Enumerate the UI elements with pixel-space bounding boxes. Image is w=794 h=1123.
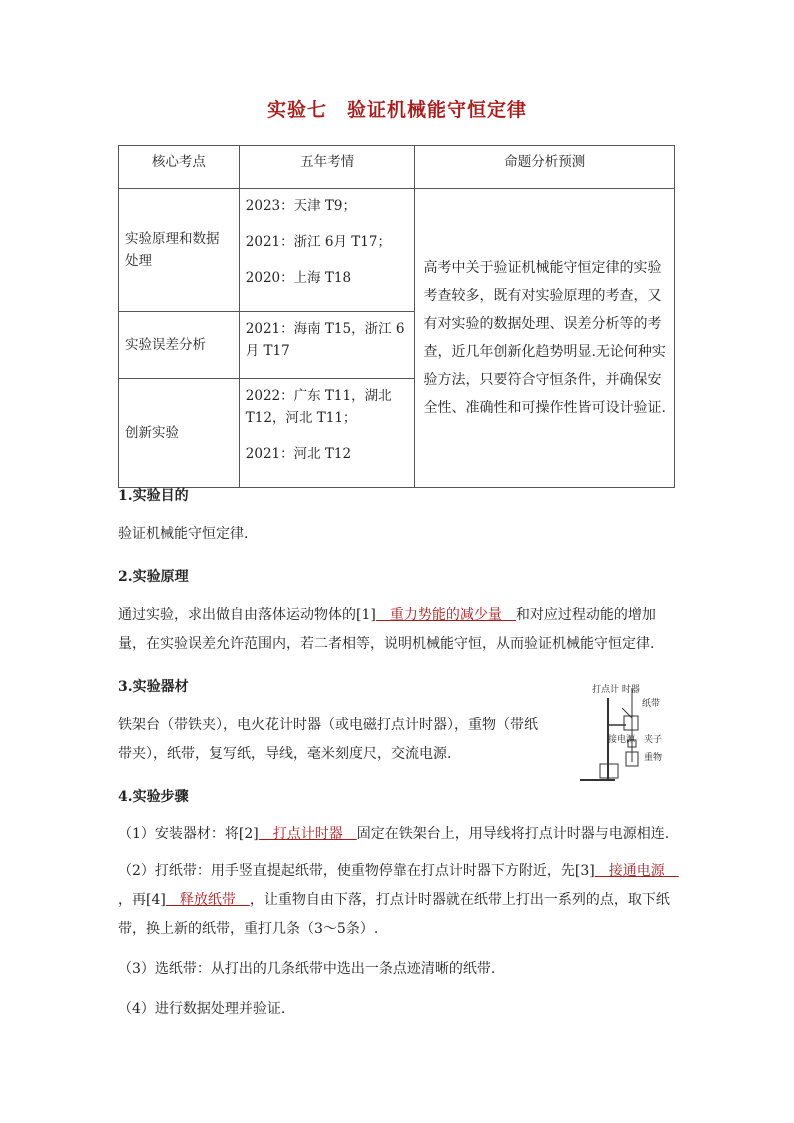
year-entry: 2021：海南 T15，浙江 6月 T17 — [245, 321, 405, 359]
section-text: 验证机械能守恒定律. — [118, 526, 249, 542]
years-cell — [239, 312, 415, 379]
answer-blank: 重力势能的减少量 — [375, 607, 516, 623]
label-timer: 打点计 时器 — [592, 685, 640, 695]
step-paragraph — [118, 820, 674, 849]
text-span: （1）安装器材：将[2] — [118, 826, 259, 842]
exam-analysis-table — [118, 145, 675, 488]
prediction-cell: 高考中关于验证机械能守恒定律的实验考查较多，既有对实验原理的考查，又有对实验的数据处理、误差分析等的考查，近几年创新化趋势明显.无论何种实验方法，只要符合守恒条件，并确保安全性、准确性和可操作性皆可设计验证. — [415, 189, 675, 488]
topic-cell: 实验原理和数据处理 — [119, 189, 240, 312]
year-entry: 2023：天津 T9； — [245, 198, 357, 214]
section-heading: 3.实验器材 — [118, 679, 189, 695]
text-span: 通过实验，求出做自由落体运动物体的[1] — [118, 607, 376, 623]
text-span: （2）打纸带：用手竖直提起纸带，使重物停靠在打点计时器下方附近，先[3] — [118, 863, 595, 879]
table-header-row — [119, 146, 675, 189]
years-cell — [239, 189, 415, 312]
text-span: ，再[4] — [118, 892, 166, 908]
answer-blank: 接通电源 — [594, 863, 679, 879]
text-span: 固定在铁架台上，用导线将打点计时器与电源相连. — [356, 826, 670, 842]
text-span: 和对应过程动能的增加量，在实验误差允许范围内，若二者相等，说明机械能守恒，从而验证机械能守恒定律. — [118, 607, 656, 652]
years-cell — [239, 379, 415, 488]
answer-blank: 打点计时器 — [258, 826, 357, 842]
topic-cell: 实验误差分析 — [119, 312, 240, 379]
section-heading: 2.实验原理 — [118, 569, 189, 585]
label-tape: 纸带 — [642, 699, 661, 709]
step-paragraph — [118, 857, 679, 944]
year-entry: 2021：浙江 6月 T17； — [245, 234, 391, 250]
apparatus-figure — [560, 680, 680, 800]
header-five-year: 五年考情 — [239, 146, 415, 189]
step-paragraph: （4）进行数据处理并验证. — [118, 1001, 286, 1017]
page-title: 实验七 验证机械能守恒定律 — [266, 99, 527, 121]
label-power: 接电源 — [608, 735, 636, 745]
answer-blank: 释放纸带 — [165, 892, 250, 908]
year-entry: 2020：上海 T18 — [245, 270, 352, 286]
equipment-paragraph: 铁架台（带铁夹），电火花计时器（或电磁打点计时器），重物（带纸带夹），纸带，复写纸，导线，毫米刻度尺，交流电源. — [118, 717, 538, 762]
section-heading: 1.实验目的 — [118, 488, 189, 504]
label-weight: 重物 — [644, 753, 663, 763]
header-prediction: 命题分析预测 — [415, 146, 675, 189]
principle-paragraph — [118, 601, 674, 659]
step-paragraph: （3）选纸带：从打出的几条纸带中选出一条点迹清晰的纸带. — [118, 961, 496, 977]
year-entry: 2021：河北 T12 — [245, 446, 352, 462]
text-span: ，让重物自由下落，打点计时器就在纸带上打出一系列的点，取下纸带，换上新的纸带，重打几条（3～5条）. — [118, 892, 670, 937]
table-row — [119, 189, 675, 312]
header-core-topic: 核心考点 — [119, 146, 240, 189]
section-heading: 4.实验步骤 — [118, 789, 189, 805]
topic-cell: 创新实验 — [119, 379, 240, 488]
label-clip: 夹子 — [644, 735, 663, 745]
year-entry: 2022：广东 T11，湖北 T12，河北 T11； — [245, 388, 392, 426]
